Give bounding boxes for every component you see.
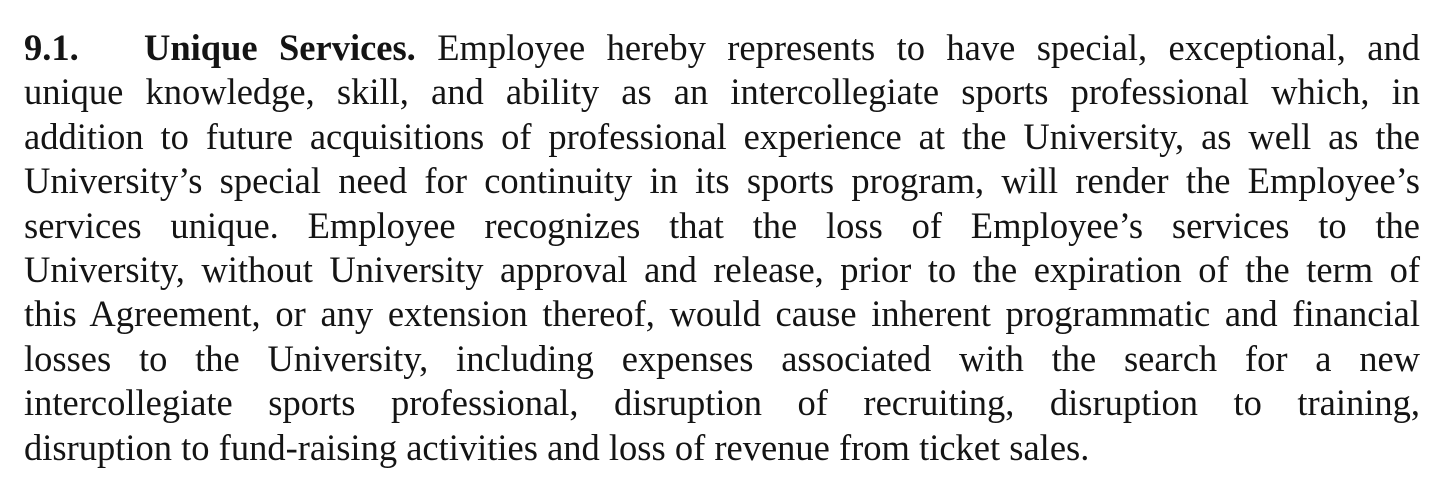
section-number: 9.1. bbox=[24, 27, 79, 68]
clause-line-8: losses to the University, including expenses associated with the search for a new bbox=[24, 337, 1420, 379]
clause-line-7: this Agreement, or any extension thereof, would cause inherent programmatic and financial bbox=[24, 293, 1420, 335]
section-heading: Unique Services. bbox=[144, 27, 416, 68]
clause-line-2: unique knowledge, skill, and ability as an intercollegiate sports professional which, in bbox=[24, 71, 1420, 113]
clause-line-6: University, without University approval and release, prior to the expiration of the term of bbox=[24, 248, 1420, 290]
clause-line-4: University’s special need for continuity in its sports program, will render the Employee’s bbox=[24, 160, 1420, 202]
clause-line-1-text: Employee hereby represents to have special, exceptional, and bbox=[437, 27, 1420, 68]
clause-9-1 bbox=[24, 26, 1420, 470]
clause-line-1 bbox=[24, 26, 1420, 70]
clause-line-5: services unique. Employee recognizes that the loss of Employee’s services to the bbox=[24, 204, 1420, 246]
clause-line-3: addition to future acquisitions of professional experience at the University, as well as the bbox=[24, 115, 1420, 157]
clause-line-9: intercollegiate sports professional, disruption of recruiting, disruption to training, bbox=[24, 382, 1420, 424]
clause-line-10: disruption to fund-raising activities and loss of revenue from ticket sales. bbox=[24, 426, 1090, 468]
